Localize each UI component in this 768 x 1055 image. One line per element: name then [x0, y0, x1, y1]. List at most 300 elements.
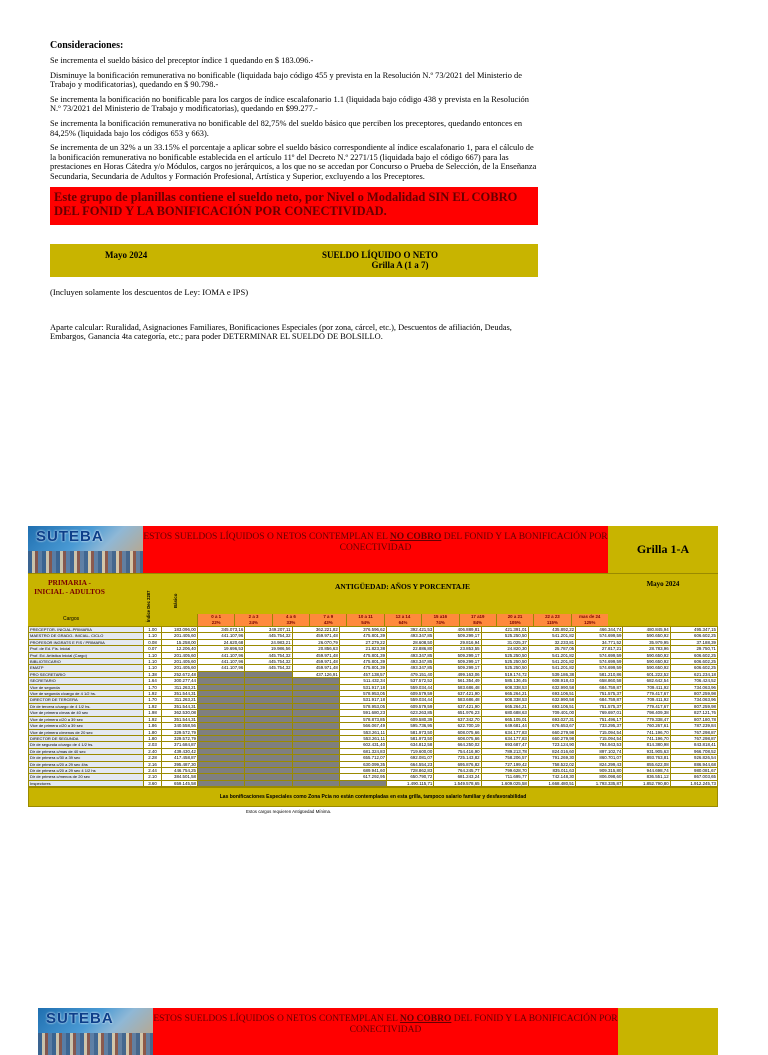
salary-grid-1a: [28, 526, 718, 814]
salary-cell: 791.269,30: [528, 755, 575, 761]
salary-cell: 824.299,43: [576, 761, 623, 767]
salary-cell: 779.338,47: [623, 716, 670, 722]
salary-cell: 35.979,95: [623, 639, 670, 645]
salary-cell: 537.572,52: [387, 678, 434, 684]
salary-cell: 541.201,82: [528, 652, 575, 658]
salary-cell: 37.188,39: [670, 639, 717, 645]
salary-cell: 21.823,38: [339, 646, 386, 652]
seniority-range-10: mas de 24 125%: [571, 614, 608, 626]
salary-cell: 578.953,05: [339, 691, 386, 697]
salary-cell: 617.292,95: [339, 774, 386, 780]
salary-cell: 519.174,72: [481, 671, 528, 677]
salary-cell: 886.944,68: [670, 761, 717, 767]
salary-cell: 574.699,59: [576, 659, 623, 665]
cargo-name-cell: PRO SECRETARIO: [29, 671, 144, 677]
salary-cell: 34.771,52: [576, 639, 623, 645]
basico-cell: 311.263,21: [162, 697, 198, 703]
basico-cell: 351.544,31: [162, 691, 198, 697]
cargo-name-cell: Vice de segunda c/cargo de 4 1/2 hs.: [29, 691, 144, 697]
indice-cell: 2.10: [144, 774, 162, 780]
salary-cell: 590.650,92: [623, 633, 670, 639]
salary-cell: 693.027,31: [528, 716, 575, 722]
salary-cell: 779.417,67: [623, 691, 670, 697]
salary-cell: 509.299,17: [434, 665, 481, 671]
salary-cell: 814.380,98: [623, 742, 670, 748]
salary-cell: 860.701,07: [576, 755, 623, 761]
salary-cell: 751.496,17: [576, 716, 623, 722]
salary-cell: 741.196,70: [623, 735, 670, 741]
salary-cell: 421.391,01: [481, 627, 528, 633]
neto-title-line: SUELDO LÍQUIDO O NETO: [321, 249, 439, 260]
indice-cell: 1.80: [144, 735, 162, 741]
salary-cell: 27.279,22: [339, 639, 386, 645]
salary-cell: 574.699,59: [576, 633, 623, 639]
salary-cell: 583.686,48: [434, 684, 481, 690]
suteba-logo: [28, 526, 143, 573]
salary-cell: 606.602,25: [670, 665, 717, 671]
cargo-name-cell: Vice de primera c/mas de 40 sec: [29, 710, 144, 716]
salary-cell: 751.575,37: [576, 691, 623, 697]
salary-cell: 807.180,78: [670, 716, 717, 722]
salary-cell: 475.801,39: [339, 665, 386, 671]
salary-cell: 566.067,49: [339, 723, 386, 729]
seniority-range-8: 20 a 21 105%: [496, 614, 533, 626]
salary-cell: 574.699,59: [576, 652, 623, 658]
salary-cell: 475.801,39: [339, 659, 386, 665]
basico-cell: 201.405,60: [162, 659, 198, 665]
salary-cell: 1.490.115,71: [387, 780, 434, 786]
salary-cell: 531.917,18: [339, 697, 386, 703]
seniority-range-2: 4 a 6 33%: [272, 614, 309, 626]
basico-label: Básico: [173, 593, 178, 608]
seniority-range-1: 2 a 3 24%: [234, 614, 271, 626]
indice-cell: 1.64: [144, 678, 162, 684]
minimum-seniority-note: Estos cargos requieren Antigüedad Mínima.: [246, 809, 332, 815]
salary-cell: 531.917,18: [339, 684, 386, 690]
salary-cell: [339, 780, 386, 786]
salary-cell: 29.816,94: [434, 639, 481, 645]
seniority-range-9: 22 a 23 115%: [533, 614, 570, 626]
salary-cell: 24.620,68: [198, 639, 245, 645]
discounts-note: (Incluyen solamente los descuentos de Ley: IOMA e IPS): [50, 286, 249, 297]
salary-cell: 376.596,62: [339, 627, 386, 633]
salary-cell: 682.642,54: [623, 678, 670, 684]
salary-cell: 406.889,81: [434, 627, 481, 633]
salary-cell: 583.686,48: [434, 697, 481, 703]
salary-cell: 709.411,92: [623, 697, 670, 703]
salary-cell: 499.163,06: [434, 671, 481, 677]
salary-table: [28, 626, 718, 787]
salary-cell: 609.579,59: [387, 703, 434, 709]
indice-cell: 2.28: [144, 755, 162, 761]
indice-header: [143, 574, 161, 626]
salary-cell: 734.063,96: [670, 697, 717, 703]
salary-cell: 658.860,58: [576, 678, 623, 684]
salary-cell: 608.918,43: [528, 678, 575, 684]
seniority-range-0: 0 a 1 22%: [197, 614, 234, 626]
basico-cell: 252.672,48: [162, 671, 198, 677]
salary-cell: 709.411,92: [623, 684, 670, 690]
basico-cell: 417.458,87: [162, 755, 198, 761]
basico-cell: 340.558,56: [162, 723, 198, 729]
indice-cell: 3.60: [144, 780, 162, 786]
basico-cell: 446.754,25: [162, 767, 198, 773]
salary-cell: 457.138,57: [339, 671, 386, 677]
salary-cell: [198, 780, 245, 786]
salary-cell: 684.759,87: [576, 697, 623, 703]
grid-month-label: Mayo 2024: [646, 580, 680, 588]
salary-cell: 609.579,59: [387, 691, 434, 697]
paragraph: Se incrementa de un 32% a un 33.15% el porcentaje a aplicar sobre el sueldo básico correspondiente al índice escalafonario 1, para el cálculo de la bonificación remunerativa no bonificable establecida en el artículo 11º del Decreto N.º 2271/15 (liquidada bajo el código 667) para las prestaciones en Horas Cátedra y/o Módulos, cargos no jerárquicos, a los que no se accedan por Concurso o Prueba de Selección, de la Enseñanza Secundaria, Secundaria de Adultos y Formación Profesional, Artística y Superior, excluyendo a los Preceptores.: [50, 143, 537, 181]
salary-cell: 445.754,32: [245, 659, 292, 665]
salary-cell: 758.522,02: [528, 761, 575, 767]
salary-cell: 493.347,85: [387, 665, 434, 671]
salary-cell: 581.210,86: [576, 671, 623, 677]
indice-label: Índice Dec 2287: [146, 590, 151, 622]
salary-cell: 681.243,24: [434, 774, 481, 780]
salary-cell: 897.102,74: [576, 748, 623, 754]
salary-cell: 480.845,94: [623, 627, 670, 633]
salary-cell: 475.801,39: [339, 652, 386, 658]
salary-cell: 767.298,87: [670, 735, 717, 741]
salary-cell: 601.222,52: [623, 671, 670, 677]
salary-cell: 590.650,92: [623, 665, 670, 671]
indice-cell: 1.92: [144, 703, 162, 709]
seniority-range-4: 10 a 11 54%: [346, 614, 383, 626]
indice-cell: 1.10: [144, 659, 162, 665]
salary-cell: 715.094,54: [576, 735, 623, 741]
salary-cell: 22.886,80: [387, 646, 434, 652]
indice-cell: 2.40: [144, 748, 162, 754]
salary-cell: 525.250,50: [481, 633, 528, 639]
salary-cell: 1.912.245,73: [670, 780, 717, 786]
salary-cell: 19.696,53: [198, 646, 245, 652]
header-text-post: DEL FONID Y LA BONIFICACIÓN POR CONECTIVIDAD: [339, 532, 608, 553]
grid-header-title: [153, 1008, 618, 1055]
salary-cell: 459.971,48: [292, 665, 339, 671]
cargo-name-cell: Inspectores: [29, 780, 144, 786]
calculation-note: Aparte calcular: Ruralidad, Asignaciones Familiares, Bonificaciones Especiales (por zona, cárcel, etc.), Descuentos de afiliación, Deudas, Embargos, Ganancia 4ta categoría, etc.; para poder DETERMINAR EL SUELDO DE BOLSILLO.: [50, 322, 512, 342]
salary-cell: 441.107,96: [198, 659, 245, 665]
salary-cell: 445.754,32: [245, 633, 292, 639]
salary-cell: 664.554,23: [387, 761, 434, 767]
header-text-pre: ESTOS SUELDOS LÍQUIDOS O NETOS CONTEMPLAN EL: [153, 1014, 400, 1024]
indice-cell: 2.16: [144, 761, 162, 767]
level-cell: [28, 574, 143, 626]
salary-cell: 926.826,54: [670, 755, 717, 761]
salary-cell: 445.754,32: [245, 652, 292, 658]
salary-cell: 798.409,38: [623, 710, 670, 716]
salary-cell: 706.424,52: [670, 678, 717, 684]
salary-cell: 561.354,49: [434, 678, 481, 684]
cargo-name-cell: EMATP: [29, 665, 144, 671]
salary-cell: 345.073,16: [198, 627, 245, 633]
indice-cell: 2.44: [144, 767, 162, 773]
salary-cell: 493.347,85: [387, 633, 434, 639]
salary-cell: 632.990,58: [528, 684, 575, 690]
paragraph: Disminuye la bonificación remunerativa no bonificable (liquidada bajo código 455 y prevista en la Resolución N.º 73/2021 del Ministerio de Trabajo y modificatorias), quedando en $ 90.798.-: [50, 70, 522, 90]
salary-cell: 459.971,48: [292, 633, 339, 639]
salary-cell: 578.873,85: [339, 716, 386, 722]
indice-cell: 1.38: [144, 671, 162, 677]
salary-cell: 665.105,01: [481, 716, 528, 722]
indice-cell: 1.00: [144, 627, 162, 633]
basico-cell: 201.405,60: [162, 665, 198, 671]
grilla-label-cut: [618, 1008, 718, 1055]
salary-cell: 695.876,82: [434, 761, 481, 767]
salary-cell: 466.344,74: [576, 627, 623, 633]
salary-cell: 634.177,83: [481, 735, 528, 741]
basico-cell: 183.096,00: [162, 627, 198, 633]
basico-cell: 201.405,60: [162, 652, 198, 658]
salary-cell: 727.199,42: [481, 761, 528, 767]
salary-cell: 634.812,58: [387, 742, 434, 748]
salary-cell: 441.107,96: [198, 652, 245, 658]
salary-grid-next: [38, 1008, 718, 1055]
salary-cell: 693.106,51: [528, 691, 575, 697]
salary-cell: 445.754,32: [245, 665, 292, 671]
salary-cell: 665.264,21: [481, 691, 528, 697]
salary-cell: 684.759,87: [576, 684, 623, 690]
logo-crowd-image: [28, 551, 143, 573]
salary-cell: 31.025,37: [481, 639, 528, 645]
salary-cell: 754.416,90: [434, 748, 481, 754]
basico-cell: 311.263,21: [162, 684, 198, 690]
salary-cell: 608.338,53: [481, 697, 528, 703]
salary-cell: 459.971,48: [292, 652, 339, 658]
salary-cell: 509.299,17: [434, 659, 481, 665]
salary-cell: 807.259,98: [670, 703, 717, 709]
salary-cell: 581.973,50: [387, 735, 434, 741]
cargo-name-cell: Vice de primera c/menos de 20 sec: [29, 729, 144, 735]
cargo-name-cell: Dir de primera c/20 a 29 sec 4 1/2 hs: [29, 767, 144, 773]
salary-cell: 637.421,90: [434, 703, 481, 709]
salary-cell: 764.245,77: [434, 767, 481, 773]
cargo-name-cell: Dir de primera c/menos de 20 sec: [29, 774, 144, 780]
header-text-post: DEL FONID Y LA BONIFICACIÓN POR CONECTIVIDAD: [349, 1014, 618, 1035]
salary-cell: 574.699,59: [576, 665, 623, 671]
cargo-name-cell: SECRETARIO: [29, 678, 144, 684]
basico-cell: 329.572,79: [162, 729, 198, 735]
salary-cell: 28.783,96: [623, 646, 670, 652]
indice-cell: 1.86: [144, 723, 162, 729]
salary-cell: 606.602,25: [670, 633, 717, 639]
salary-cell: 665.264,21: [481, 703, 528, 709]
salary-cell: 32.233,81: [528, 639, 575, 645]
grid-header: [38, 1008, 718, 1055]
salary-cell: 437.126,91: [292, 671, 339, 677]
salary-cell: 29.750,71: [670, 646, 717, 652]
salary-cell: 595.736,95: [387, 723, 434, 729]
salary-cell: 541.201,82: [528, 659, 575, 665]
month-cell: [608, 574, 718, 626]
salary-cell: 651.976,23: [434, 710, 481, 716]
salary-cell: 509.299,17: [434, 633, 481, 639]
salary-cell: 590.650,92: [623, 652, 670, 658]
salary-cell: 581.973,50: [387, 729, 434, 735]
salary-cell: 509.299,17: [434, 652, 481, 658]
salary-cell: 944.698,74: [623, 767, 670, 773]
salary-cell: 799.628,70: [481, 767, 528, 773]
salary-cell: 709.401,00: [528, 710, 575, 716]
salary-cell: 769.697,01: [576, 710, 623, 716]
salary-cell: 553.261,11: [339, 735, 386, 741]
basico-cell: 12.206,40: [162, 646, 198, 652]
salary-cell: 637.342,70: [434, 716, 481, 722]
cargo-name-cell: Dir de primera c/30 a 39 sec: [29, 755, 144, 761]
salary-cell: 634.177,83: [481, 729, 528, 735]
salary-cell: 767.298,87: [670, 729, 717, 735]
indice-cell: 1.10: [144, 633, 162, 639]
salary-cell: 1.549.578,65: [434, 780, 481, 786]
salary-cell: 590.650,92: [623, 659, 670, 665]
salary-cell: 824.016,60: [528, 748, 575, 754]
salary-cell: 511.432,34: [339, 678, 386, 684]
salary-cell: 459.971,48: [292, 659, 339, 665]
salary-cell: 725.143,82: [434, 755, 481, 761]
salary-cell: 559.034,44: [387, 697, 434, 703]
logo-text: SUTEBA: [46, 1010, 114, 1027]
basico-cell: 362.530,08: [162, 710, 198, 716]
salary-cell: 606.602,25: [670, 652, 717, 658]
salary-cell: 630.099,35: [339, 761, 386, 767]
salary-cell: 591.680,23: [339, 710, 386, 716]
table-row: [29, 780, 718, 786]
salary-cell: 1.668.480,51: [528, 780, 575, 786]
salary-cell: 28.608,50: [387, 639, 434, 645]
salary-cell: 760.267,61: [623, 723, 670, 729]
basico-cell: 395.487,30: [162, 761, 198, 767]
salary-cell: 649.681,44: [481, 723, 528, 729]
salary-cell: 441.107,96: [198, 665, 245, 671]
salary-cell: 779.417,67: [623, 703, 670, 709]
salary-cell: 723.124,90: [528, 742, 575, 748]
salary-cell: 931.905,63: [623, 748, 670, 754]
salary-cell: [245, 780, 292, 786]
basico-cell: 329.572,79: [162, 735, 198, 741]
salary-cell: 742.148,30: [528, 774, 575, 780]
salary-cell: 789.213,78: [481, 748, 528, 754]
antiguedad-header: [197, 574, 608, 626]
cargo-name-cell: Dir de segunda c/cargo de 4 1/2 hs.: [29, 742, 144, 748]
salary-cell: 559.034,44: [387, 684, 434, 690]
salary-cell: 435.892,22: [528, 627, 575, 633]
salary-cell: 660.279,98: [528, 729, 575, 735]
cargo-name-cell: PRECEPTOR- INICIAL-PRIMARIA: [29, 627, 144, 633]
salary-cell: 711.695,77: [481, 774, 528, 780]
salary-cell: 660.279,98: [528, 735, 575, 741]
salary-cell: [292, 780, 339, 786]
salary-cell: 493.347,85: [387, 652, 434, 658]
indice-cell: 2.03: [144, 742, 162, 748]
salary-cell: 664.250,02: [434, 742, 481, 748]
cargo-name-cell: Prof. Ed. Artística Inicial (Cargo): [29, 652, 144, 658]
salary-cell: 609.580,39: [387, 716, 434, 722]
salary-cell: 539.186,38: [528, 671, 575, 677]
indice-cell: 1.70: [144, 697, 162, 703]
salary-cell: 728.862,83: [387, 767, 434, 773]
cargo-name-cell: DIRECTOR DE TERCERA: [29, 697, 144, 703]
salary-cell: 758.206,57: [481, 755, 528, 761]
salary-cell: 719.600,00: [387, 748, 434, 754]
header-text-underlined: NO COBRO: [389, 532, 442, 542]
salary-cell: 807.259,98: [670, 691, 717, 697]
indice-cell: 1.80: [144, 729, 162, 735]
salary-cell: 806.098,60: [576, 774, 623, 780]
cargo-name-cell: Vice de primera c/20 a 39 sec: [29, 716, 144, 722]
cargo-name-cell: Dir de primera c/20 a 29 sec 4hs: [29, 761, 144, 767]
salary-cell: 24.983,21: [245, 639, 292, 645]
salary-cell: 541.201,82: [528, 633, 575, 639]
seniority-ranges: [197, 614, 608, 626]
salary-cell: 734.063,96: [670, 684, 717, 690]
grid-header: [28, 526, 718, 573]
month-title-bar: [50, 244, 538, 277]
indice-cell: 1.10: [144, 652, 162, 658]
salary-cell: 733.295,37: [576, 723, 623, 729]
salary-cell: 835.011,63: [528, 767, 575, 773]
basico-header: [161, 574, 197, 626]
suteba-logo: [38, 1008, 153, 1055]
salary-cell: 909.315,80: [576, 767, 623, 773]
salary-cell: 693.687,47: [481, 742, 528, 748]
cargo-name-cell: BIBLIOTECARIO: [29, 659, 144, 665]
salary-cell: 608.338,53: [481, 684, 528, 690]
salary-cell: 693.106,51: [528, 703, 575, 709]
salary-cell: 676.653,67: [528, 723, 575, 729]
salary-cell: 689.941,60: [339, 767, 386, 773]
salary-cell: 784.943,53: [576, 742, 623, 748]
salary-cell: 741.196,70: [623, 729, 670, 735]
salary-cell: 541.201,82: [528, 665, 575, 671]
basico-cell: 439.430,42: [162, 748, 198, 754]
salary-cell: 855.622,08: [623, 761, 670, 767]
grid-header-title: [143, 526, 608, 573]
indice-cell: 1.92: [144, 716, 162, 722]
salary-cell: 525.250,50: [481, 659, 528, 665]
salary-cell: 20.856,63: [292, 646, 339, 652]
month-label: Mayo 2024: [105, 249, 148, 260]
basico-cell: 351.544,31: [162, 703, 198, 709]
considerations-section: [50, 40, 538, 342]
salary-cell: 893.763,81: [623, 755, 670, 761]
considerations-title: Consideraciones:: [50, 40, 124, 51]
paragraph: Se incrementa la bonificación remunerativa no bonificable del 82,75% del sueldo básico que perciben los preceptores, quedando entonces en 84,25% (liquidada bajo los códigos 653 y 663).: [50, 118, 523, 138]
logo-text: SUTEBA: [36, 528, 104, 545]
salary-cell: 637.421,90: [434, 691, 481, 697]
salary-cell: 392.421,53: [387, 627, 434, 633]
cargos-label: Cargos: [63, 616, 80, 622]
salary-cell: 621.234,18: [670, 671, 717, 677]
salary-cell: 495.347,15: [670, 627, 717, 633]
net-salary-warning-banner: Este grupo de planillas contiene el sueldo neto, por Nivel o Modalidad SIN EL COBRO DEL FONID Y LA BONIFICACIÓN POR CONECTIVIDAD.: [50, 187, 538, 225]
cargo-name-cell: Vice de primera c/20 a 39 sec: [29, 723, 144, 729]
salary-cell: 623.263,85: [387, 710, 434, 716]
footer-note: Las bonificaciones Especiales como Zona Pcia no están contempladas en esta grilla, tampoco salario familiar y desfavorabilidad: [28, 787, 718, 807]
seniority-range-3: 7 a 9 43%: [309, 614, 346, 626]
salary-cell: 24.820,30: [481, 646, 528, 652]
logo-crowd-image: [38, 1033, 153, 1055]
salary-cell: 441.107,96: [198, 633, 245, 639]
cargo-name-cell: Vice de segunda: [29, 684, 144, 690]
salary-cell: 553.261,11: [339, 729, 386, 735]
level-label: PRIMARIA - INICIAL - ADULTOS: [34, 578, 105, 596]
indice-cell: 0.08: [144, 639, 162, 645]
grilla-label: Grilla 1-A: [608, 526, 718, 573]
salary-cell: 606.602,25: [670, 659, 717, 665]
grid-subheader: [28, 573, 718, 626]
salary-cell: 27.817,21: [576, 646, 623, 652]
